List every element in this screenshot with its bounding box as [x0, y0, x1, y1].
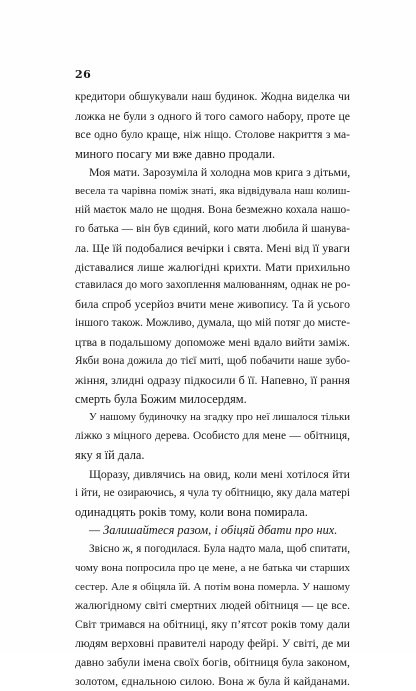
text-line: давно забули імена своїх богів, обітниця була законом,: [75, 655, 350, 670]
body-text: [75, 88, 350, 691]
text-line: ла. Ще їй подобалися вечірки і свята. Мені від її уваги: [75, 240, 350, 255]
text-line: людям верховні правителі народу фейрі. У світі, де ми: [75, 636, 350, 651]
text-line: чому вона попросила про це мене, а не батька чи старших: [75, 562, 350, 575]
text-line: смерть була Божим милосердям.: [75, 391, 247, 406]
text-line: діставалися лише жалюгідні крихти. Мати прихильно: [75, 259, 350, 274]
text-line: ній маєток мало не щодня. Вона безмежно кохала нашо-: [75, 204, 350, 217]
text-line: золотом, єднальною силою. Вона ж була й кайданами.: [75, 674, 350, 689]
text-line: яку я їй дала.: [75, 448, 145, 463]
text-line: все одно було краще, ніж ніщо. Столове накриття з ма-: [75, 127, 350, 141]
text-line: сестер. Але я обіцяла їй. А потім вона померла. У нашому: [75, 580, 350, 593]
text-line: Світ тримався на обітниці, яку п’ятсот років тому дали: [75, 617, 350, 631]
text-line: жіння, злидні одразу підкосили б її. Напевно, її рання: [75, 372, 350, 387]
page-number: 26: [75, 68, 92, 81]
text-line: ліжко з міцного дерева. Особисто для мене — обітниця,: [75, 430, 350, 443]
text-line: ложка не були з одного й того самого набору, проте це: [75, 108, 350, 123]
text-line: У нашому будиночку на згадку про неї лишалося тільки: [89, 411, 350, 424]
text-line: ставилася до мого захоплення малюванням, однак не ро-: [75, 279, 350, 292]
text-line: Щоразу, дивлячись на овид, коли мені хотілося йти: [89, 466, 350, 481]
text-line: іншого також. Можливо, думала, що мій потяг до мисте-: [75, 317, 350, 330]
text-line: жалюгідному світі смертних людей обітниця — це все.: [75, 598, 350, 612]
text-line: Звісно ж, я погодилася. Була надто мала, щоб спитати,: [89, 543, 350, 556]
text-line: — Залишайтеся разом, і обіцяй дбати про них.: [89, 523, 338, 538]
text-line: одинадцять років тому, коли вона помирала.: [75, 504, 308, 519]
text-line: била спроб усерйоз вчити мене живопису. Та й усього: [75, 297, 350, 312]
text-line: Моя мати. Зарозуміла й холодна мов крига з дітьми,: [89, 165, 350, 180]
text-line: і йти, не озираючись, я чула ту обітницю, яку дала матері: [75, 486, 350, 499]
text-line: цтва в подальшому допоможе мені вдало вийти заміж.: [75, 334, 350, 349]
text-line: Якби вона дожила до тієї миті, щоб побачити наше зубо-: [75, 354, 350, 367]
text-line: кредитори обшукували наш будинок. Жодна виделка чи: [75, 91, 350, 103]
text-line: миного посагу ми вже давно продали.: [75, 146, 276, 161]
text-line: го батька — він був єдиний, кого мати любила й шанува-: [75, 222, 350, 235]
text-line: весела та чарівна поміж знаті, яка відвідувала наш колиш-: [75, 185, 350, 198]
